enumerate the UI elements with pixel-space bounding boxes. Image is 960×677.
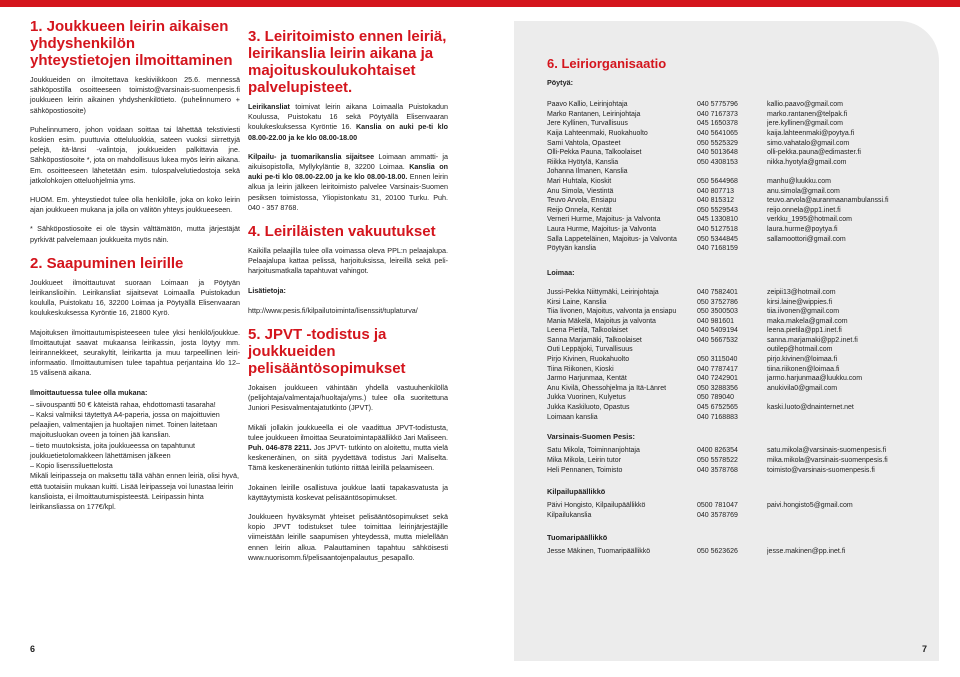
contact-row [547,355,937,365]
contact-phone: 050 5529543 [697,206,738,214]
contact-name: Jukka Vuorinen, Kulyetus [547,394,626,402]
contact-phone: 040 5409194 [697,327,738,335]
contact-email[interactable]: satu.mikola@varsinais-suomenpesis.fi [767,447,887,455]
section-5-title: 5. JPVT -todistus ja joukkueiden pelisääntösopimukset [248,326,406,378]
contact-name: Pöytyän kanslia [547,245,597,253]
contact-row [547,129,937,139]
kp-label: Kilpailupäällikkö [547,487,606,497]
contact-name: Kilpailukanslia [547,512,592,519]
section-1-title: 1. Joukkueen leirin aikaisen yhdyshenkilön yhteystietojen ilmoittaminen [30,18,233,69]
contact-phone: 040 7168159 [697,245,738,253]
s1-paragraph-4: * Sähköpostiosoite ei ole täysin välttämätön, mutta järjestäjät pyrkivät palvelemaan joukkueita myös näin. [30,224,240,244]
s3-paragraph-1 [248,102,448,143]
contact-name: Laura Hurme, Majoitus- ja Valvonta [547,225,657,233]
s4-link[interactable]: http://www.pesis.fi/kilpailutoiminta/lisenssit/tuplaturva/ [248,305,418,315]
contact-email[interactable]: maka.makela@gmail.com [767,317,848,325]
contact-row [547,177,937,187]
contact-name: Verneri Hurme, Majoitus- ja Valvonta [547,216,661,224]
s5-p2-text: Mikäli jollakin joukkueella ei ole vaadittua JPVT-todistusta, tulee joukkueen ilmoittaa Seuratoimintapäällikkö Jari Maliseen. [248,422,448,442]
contact-phone: 040 5127518 [697,225,738,233]
contact-phone [697,167,767,177]
contact-email[interactable] [767,393,917,403]
contact-email[interactable]: tiina.riikonen@loimaa.fi [767,365,840,373]
right-column [547,55,937,556]
contact-email[interactable]: leena.pietila@pp1.inet.fi [767,327,842,335]
contact-phone: 040 7168883 [697,413,738,421]
contact-email[interactable]: simo.vahatalo@gmail.com [767,139,850,147]
contact-row [547,446,937,456]
contact-email[interactable]: jesse.makinen@pp.inet.fi [767,547,846,555]
contact-phone: 040 5667532 [697,336,738,344]
contact-name: Johanna Ilmanen, Kanslia [547,168,628,176]
contact-phone: 045 6752565 [697,404,738,412]
tp-list [547,547,937,557]
contact-phone: 040 5641065 [697,129,738,137]
contact-row [547,167,937,177]
contact-email[interactable]: olli-pekka.pauna@edimaster.fi [767,149,861,157]
contact-row [547,158,937,168]
contact-name: Tiina Riikonen, Kioski [547,365,614,373]
contact-phone: 040 7787417 [697,365,738,373]
contact-phone: 050 789040 [697,394,734,402]
contact-row [547,235,937,245]
contact-email[interactable]: sallamoottori@gmail.com [767,235,846,243]
section-4-title: 4. Leiriläisten vakuutukset [248,223,436,241]
contact-email[interactable] [767,244,917,254]
contact-email[interactable]: marko.rantanen@telpak.fi [767,110,848,118]
s5-p2-rest: Jos JPVT- tutkinto on aloitettu, mutta vielä keskeneräinen, on siitä pyydettävä todistus Jari Maliselta. Tämä keskeneräinenkin tutkinto riittää leirillä pelaamiseen. [248,443,448,473]
contact-email[interactable]: jarmo.harjunmaa@luukku.com [767,375,863,383]
contact-email[interactable]: mika.mikola@varsinais-suomenpesis.fi [767,457,888,465]
contact-phone: 040 3578768 [697,466,738,474]
contact-name: Paavo Kallio, Leirinjohtaja [547,101,628,109]
contact-row [547,336,937,346]
list-item: Mikäli leiripasseja on maksettu tällä vähän ennen leiriä, olisi hyvä, että tuotaisiin mukaan kuitti. Lisää leiripasseja voi lunastaa leirin kanslioista, ei ilmoittautumispisteestä. Leiripassin hinta leirikansliassa on 177€/kpl. [30,471,239,511]
contact-name: Jarmo Harjunmaa, Kentät [547,375,627,383]
contact-name: Marko Rantanen, Leirinjohtaja [547,110,641,118]
contact-email[interactable]: nikka.hyotyla@gmail.com [767,158,847,166]
middle-column [248,28,448,572]
contact-phone: 040 981601 [697,317,734,325]
page-number-right: 7 [922,644,928,654]
contact-phone: 050 5644968 [697,177,738,185]
contact-row [547,466,937,476]
list-item: – Kopio lisenssiluettelosta [30,461,113,471]
contact-name: Anu Kivilä, Ohessohjelma ja Itä-Länret [547,384,667,392]
contact-phone: 045 1650378 [697,120,738,128]
section-2-title: 2. Saapuminen leirille [30,254,184,272]
contact-name: Tiia Iivonen, Majoitus, valvonta ja ensiapu [547,308,677,316]
contact-phone: 050 4308153 [697,158,738,166]
s3-paragraph-2 [248,152,448,213]
s2-paragraph-1: Joukkueet ilmoittautuvat suoraan Loimaan ja Pöytyän leirikanslioihin. Leirikansliat sijaitsevat Loimaalla Puistokadun koululla, Puistokatu 16, 32200 Loimaa ja Pöytyällä Elisenvaaran koulukeskuksessa Kyröntie 16, 21800 Kyrö. [30,277,240,318]
vs-label: Varsinais-Suomen Pesis: [547,432,635,442]
contact-email[interactable]: kallio.paavo@gmail.com [767,101,843,109]
contact-phone: 050 3288356 [697,384,738,392]
contact-email[interactable] [767,413,917,423]
contact-name: Reijo Onnela, Kentät [547,206,612,214]
s4-paragraph-1: Kaikilla pelaajilla tulee olla voimassa oleva PPL:n pelaajalupa. Pelaajalupa kattaa pelissä, harjoituksissa, leireillä sekä peli- harjoitusmatkalla tapahtuvat vahingot. [248,246,448,276]
top-red-bar-right [480,0,960,7]
contact-name: Jesse Mäkinen, Tuomaripäällikkö [547,547,651,555]
contact-row [547,345,937,355]
contact-row [547,215,937,225]
contact-phone: 045 1330810 [697,216,738,224]
contact-name: Olli-Pekka Pauna, Talkoolaiset [547,149,642,157]
contact-row [547,110,937,120]
s3-p1-text: toimivat leirin aikana Loimaalla Puistokadun Koulussa, Puistokatu 16 sekä Pöytyällä Elisenvaaran koulukeskuksessa Kyröntie 16. [248,102,448,132]
contact-row [547,298,937,308]
contact-row [547,413,937,423]
contact-name: Salla Lappeteläinen, Majoitus- ja Valvonta [547,235,677,243]
contact-row [547,547,937,557]
tp-label: Tuomaripäällikkö [547,532,608,542]
contact-phone: 040 807713 [697,187,734,195]
contact-phone: 0400 826354 [697,447,738,455]
contact-row [547,225,937,235]
contact-row [547,511,937,521]
contact-row [547,139,937,149]
s4-heading: Lisätietoja: [248,285,286,295]
contact-email[interactable]: outilep@hotmail.com [767,346,833,354]
s3-p2-hours: Kanslia on auki pe-ti klo 08.00-22.00 ja ke klo 08.00-18.00. [248,162,448,182]
contact-phone: 040 5013648 [697,149,738,157]
contact-phone: 050 5623626 [697,547,738,555]
s5-paragraph-2 [248,423,448,474]
contact-phone: 040 7582401 [697,288,738,296]
contact-name: Satu Mikola, Toiminnanjohtaja [547,447,640,455]
contact-email[interactable]: kaski.luoto@dnainternet.net [767,404,854,412]
contact-name: Kaija Lahteenmaki, Ruokahuolto [547,129,648,137]
contact-name: Leena Pietilä, Talkoolaiset [547,327,628,335]
contact-phone [697,345,767,355]
contact-name: Mania Mäkelä, Majoitus ja valvonta [547,317,656,325]
contact-phone: 040 7242901 [697,375,738,383]
contact-phone: 050 3115040 [697,356,738,364]
s5-paragraph-4: Joukkueen hyväksymät yhteiset pelisääntösopimukset sekä kopio JPVT todistukset tulee toimittaa leirinjärjestäjille viimeistään leirille saapumisen yhteydessä, mutta mielellään ennen leirin alkua. Palauttaminen tapahtuu sähköisesti www.nuorisomm.fi/pelisaantojenpalautus_pesapallo. [248,512,448,562]
contact-row [547,393,937,403]
contact-phone: 050 5525329 [697,139,738,147]
contact-row [547,206,937,216]
contact-email[interactable]: paivi.hongisto5@gmail.com [767,502,853,510]
contact-email[interactable]: jere.kyllinen@gmail.com [767,120,843,128]
contact-name: Jussi-Pekka Niittymäki, Leirinjohtaja [547,288,659,296]
contact-email[interactable]: laura.hurme@poytya.fi [767,225,838,233]
kp-list [547,501,937,520]
contact-email[interactable] [767,511,917,521]
s3-p2-text: Loimaan ammatti- ja aikuisopistolla, Myllykyläntie 8, 32200 Loimaa. [248,151,449,172]
contact-email[interactable]: pirjo.kivinen@loimaa.fi [767,356,838,364]
contact-phone: 040 5775796 [697,101,738,109]
contact-name: Teuvo Arvola, Ensiapu [547,197,617,205]
contact-row [547,365,937,375]
contact-row [547,288,937,298]
contact-name: Jukka Kaskiluoto, Opastus [547,404,630,412]
contact-email[interactable]: tiia.iivonen@gmail.com [767,308,840,316]
contact-name: Loimaan kanslia [547,413,598,421]
contact-phone: 050 3500503 [697,308,738,316]
contact-email[interactable]: kirsi.laine@wippies.fi [767,298,833,306]
s3-p1-bold: Leirikansliat [248,102,290,111]
contact-email[interactable]: sanna.marjamaki@pp2.inet.fi [767,336,858,344]
page-number-left: 6 [30,644,36,654]
contact-row [547,244,937,254]
s5-paragraph-3: Jokainen leirille osallistuva joukkue laatii tapakasvatusta ja käyttäytymistä koskevat pelisääntösopimukset. [248,482,448,502]
contact-email[interactable]: teuvo.arvola@auranmaanambulanssi.fi [767,197,889,205]
contact-name: Sanna Marjamäki, Talkoolaiset [547,336,642,344]
contact-name: Riikka Hyötylä, Kanslia [547,158,619,166]
contact-name: Päivi Hongisto, Kilpailupäällikkö [547,502,646,510]
contact-phone: 040 815312 [697,197,734,205]
contact-email[interactable]: kaija.lahteenmaki@poytya.fi [767,129,855,137]
contact-row [547,119,937,129]
left-column [30,18,240,512]
list-item: – siivouspantti 50 € käteistä rahaa, ehdottomasti tasaraha! [30,399,216,409]
s5-paragraph-1: Jokaisen joukkueen vähintään yhdellä vastuuhenkilöllä (pelijohtaja/valmentaja/huoltaja/yms.) tulee olla suoritettuna Juniori Pesisvalmentajatutkinto (JPVT). [248,383,448,413]
contact-row [547,403,937,413]
contact-email[interactable] [767,167,917,177]
s3-p2-rest: Ennen leirin alkua ja leirin jälkeen leiritoimisto palvelee Varsinais-Suomen pesiksen toimistossa, Yliopistonkatu 31, 20100 Turku. Puh. 040 - 357 8768. [248,172,448,212]
poytya-list [547,100,937,254]
list-item: – tieto muutoksista, joita joukkueessa on tapahtunut joukkuetietolomakkeen lähettämisen jälkeen [30,440,196,460]
contact-row [547,307,937,317]
s1-paragraph-1: Joukkueiden on ilmoitettava keskiviikkoon 25.6. mennessä sähköpostilla osoitteeseen toimisto@varsinais-suomenpesis.fi joukkueen leirin aikainen yhdyshenkilötieto. (puhelinnumero + sähköpostiosoite) [30,75,240,115]
contact-row [547,148,937,158]
s3-p2-bold: Kilpailu- ja tuomarikanslia sijaitsee [248,151,375,161]
contact-name: Mari Huhtala, Kioskit [547,177,612,185]
contact-email[interactable]: manhu@luukku.com [767,177,831,185]
contact-email[interactable]: anu.simola@gmail.com [767,187,840,195]
section-6-title: 6. Leiriorganisaatio [547,56,667,71]
contact-email[interactable]: zeipii13@hotmail.com [767,288,836,296]
contact-row [547,501,937,511]
s1-paragraph-2: Puhelinnumero, johon voidaan soittaa tai lähettää tekstiviesti koskien esim. puuttuvia otteluluokkia, sateen vuoksi siirrettyjä pelejä, itä-länsi -valintoja, joukkueiden palkittavia jne. Sähköpostiosoite *, jota on mahdollisuus lukea myös leirin aikana. Em. osoitteeseen lähetetään esim. tulospalvelutiedostoja sekä jatkolohkojen otteluohjelmia yms. [30,124,240,185]
s2-paragraph-2: Majoituksen ilmoittautumispisteeseen tulee yksi henkilö/joukkue. Ilmoittautujat saavat mukaansa leirikassin, josta löytyy mm. leirirannekkeet, seurakyltit, leirikartta ja muu tarpeellinen leiri-informaatio. Ilmoittautumisen tulee tapahtua perjantaina klo 12–15 välisenä aikana. [30,327,240,378]
contact-phone: 040 7167373 [697,110,738,118]
contact-row [547,317,937,327]
top-red-bar-left [0,0,480,7]
loimaa-label: Loimaa: [547,267,575,277]
vs-list [547,446,937,475]
contact-name: Sami Vahtola, Opasteet [547,139,621,147]
contact-name: Outi Leppäjoki, Turvallisuus [547,346,633,354]
contact-name: Kirsi Laine, Kanslia [547,298,607,306]
section-3-title: 3. Leiritoimisto ennen leiriä, leirikanslia leirin aikana ja majoituskoulukohtaiset palvelupisteet. [248,28,447,96]
contact-email[interactable]: toimisto@varsinais-suomenpesis.fi [767,466,875,474]
s1-paragraph-3: HUOM. Em. yhteystiedot tulee olla henkilölle, joka on koko leirin ajan joukkueen mukana ja jolla on välitön yhteys joukkueeseen. [30,195,240,215]
contact-name: Pirjo Kivinen, Ruokahuolto [547,356,630,364]
contact-name: Anu Simola, Viestintä [547,187,614,195]
s2-heading: Ilmoittautuessa tulee olla mukana: [30,387,148,397]
list-item: – Kaksi valmiiksi täytettyä A4-paperia, jossa on majoittuvien pelaajien, valmentajien ja huoltajien nimet. Toinen laitetaan majoitusluokan oveen ja toinen jää kanslian. [30,410,220,440]
contact-name: Heli Pennanen, Toimisto [547,466,623,474]
poytya-label: Pöytyä: [547,78,573,87]
contact-email[interactable]: reijo.onnela@pp1.inet.fi [767,206,841,214]
contact-row [547,456,937,466]
contact-phone: 0500 781047 [697,502,738,510]
contact-email[interactable]: verkku_1995@hotmail.com [767,216,852,224]
s5-p2-phone: Puh. 046-878 2211. [248,443,312,453]
contact-phone: 050 3752786 [697,298,738,306]
s2-checklist [30,400,240,512]
contact-row [547,374,937,384]
contact-row [547,326,937,336]
contact-phone: 050 5344845 [697,235,738,243]
contact-row [547,384,937,394]
loimaa-list [547,288,937,422]
contact-name: Jere Kyllinen, Turvallisuus [547,120,628,128]
contact-phone: 040 3578769 [697,512,738,519]
contact-name: Mika Mikola, Leirin tutor [547,457,621,465]
contact-row [547,187,937,197]
s3-p1-hours: Kanslia on auki pe-ti klo 08.00-22.00 ja ke klo 08.00-18.00 [248,122,448,142]
contact-phone: 050 5578522 [697,457,738,465]
contact-row [547,196,937,206]
contact-email[interactable]: anukivila0@gmail.com [767,384,838,392]
contact-row [547,100,937,110]
